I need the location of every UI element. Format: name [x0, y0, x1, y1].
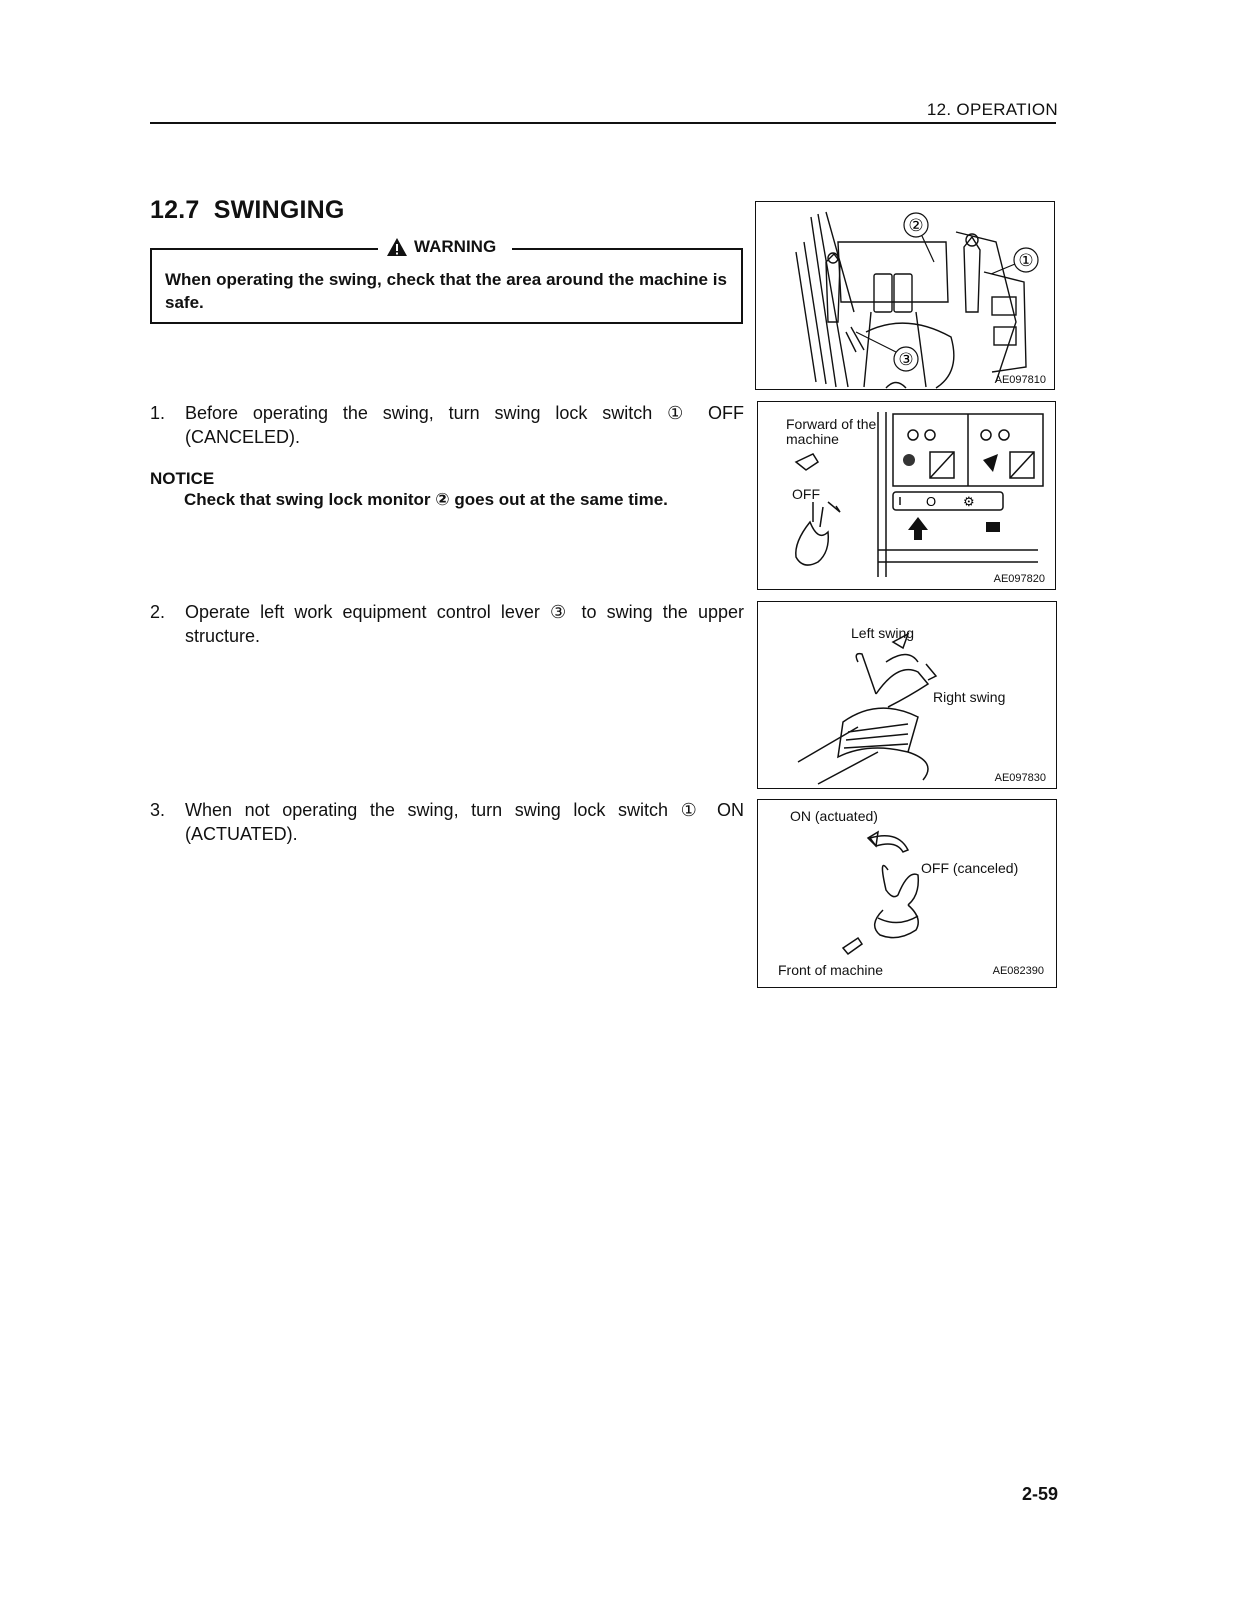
step-number: 3.	[150, 800, 166, 820]
section-number: 12.7	[150, 196, 200, 224]
off-canceled-label: OFF (canceled)	[921, 860, 1019, 876]
cab-interior-illustration	[756, 202, 1054, 389]
warning-label: WARNING	[414, 237, 497, 256]
callout-3: ③	[898, 350, 914, 369]
front-of-machine-label: Front of machine	[778, 962, 884, 978]
step-number: 2.	[150, 602, 166, 622]
page-number: 2-59	[1022, 1484, 1059, 1504]
warning-rule-left	[150, 248, 378, 250]
figure-control-lever	[757, 601, 1057, 789]
step-3	[150, 798, 744, 846]
section-title-text: SWINGING	[213, 196, 345, 224]
forward-label: Forward of the machine	[786, 416, 877, 447]
callout-2: ②	[908, 216, 924, 235]
step-text: Operate left work equipment control lever ③ to swing the upper structure.	[185, 602, 744, 646]
header-rule	[150, 122, 1056, 124]
callout-1: ①	[1018, 251, 1034, 270]
figure-cab-interior	[755, 201, 1055, 390]
svg-text:O: O	[926, 494, 937, 509]
warning-triangle-icon	[386, 237, 408, 257]
lock-switch-illustration	[758, 800, 1056, 987]
left-swing-label: Left swing	[851, 625, 915, 641]
step-number: 1.	[150, 403, 166, 423]
svg-text:⚙: ⚙	[963, 494, 975, 509]
figure-code: AE097820	[993, 573, 1045, 585]
figure-code: AE097830	[994, 772, 1046, 784]
notice-label: NOTICE	[150, 469, 215, 488]
step-2	[150, 600, 744, 648]
right-swing-label: Right swing	[933, 689, 1006, 705]
figure-monitor-panel	[757, 401, 1056, 590]
off-label: OFF	[792, 486, 820, 502]
figure-lock-switch	[757, 799, 1057, 988]
section-title	[150, 196, 345, 225]
step-text: Before operating the swing, turn swing lock switch ① OFF (CANCELED).	[185, 403, 744, 447]
figure-code: AE097810	[994, 374, 1046, 386]
warning-rule-right	[512, 248, 741, 250]
warning-heading	[382, 237, 500, 257]
step-1	[150, 401, 744, 449]
running-header: 12. OPERATION	[926, 100, 1058, 119]
figure-code: AE082390	[992, 965, 1044, 977]
notice-text: Check that swing lock monitor ② goes out at the same time.	[184, 490, 668, 509]
on-label: ON (actuated)	[790, 808, 878, 824]
step-text: When not operating the swing, turn swing lock switch ① ON (ACTUATED).	[185, 800, 744, 844]
warning-text: When operating the swing, check that the area around the machine is safe.	[165, 270, 727, 312]
